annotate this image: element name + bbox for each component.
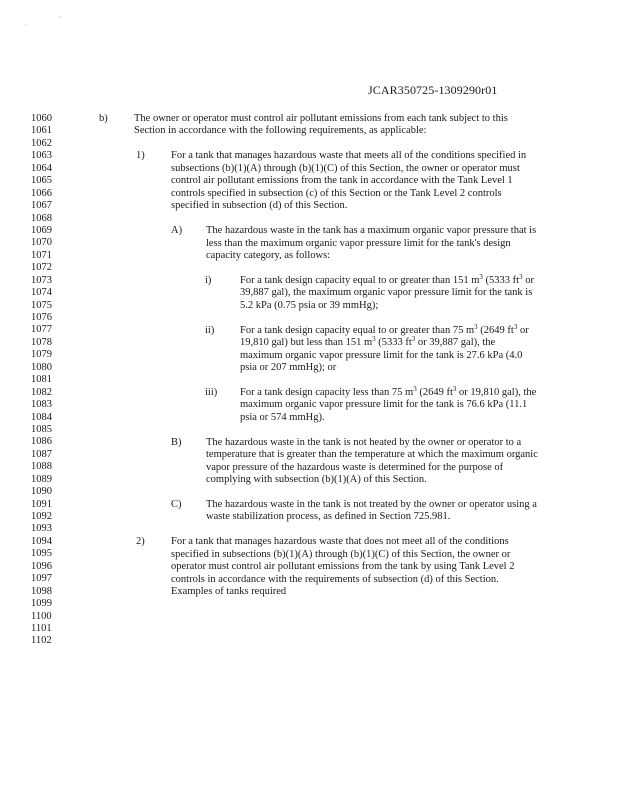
- line-number: 1060: [31, 113, 52, 124]
- line-number: 1089: [31, 473, 52, 485]
- paragraph-label: 1): [136, 150, 145, 162]
- scan-speck: ·: [24, 20, 28, 31]
- line-number: 1098: [31, 585, 52, 597]
- line-number: 1071: [31, 249, 52, 261]
- line-number: 1080: [31, 361, 52, 373]
- line-number: 1100: [31, 610, 52, 622]
- paragraph-label: A): [171, 225, 183, 237]
- paragraph-B: [171, 437, 539, 487]
- line-number: 1067: [31, 200, 52, 212]
- text-run: For a tank that manages hazardous waste that does not meet all of the conditions specified in subsections (b)(1)(A) through (b)(1)(C) of this Section, the owner or operator must control air pollutant emissions from the tank by using Tank Level 2 controls in accordance with the requirements of subsection (d) of this Section. Examples of tanks required: [171, 536, 515, 598]
- line-number: 1086: [31, 436, 52, 448]
- text-run: or 39,887 gal), the maximum organic vapor pressure limit for the tank is 27.6 kPa (4.0 psia or 207 mmHg); or: [240, 337, 523, 373]
- line-number: 1092: [31, 511, 52, 522]
- superscript: 3: [372, 335, 376, 344]
- line-number: 1082: [31, 386, 52, 398]
- paragraph-text: [171, 536, 539, 598]
- paragraph-C: [171, 499, 539, 524]
- line-number: 1097: [31, 573, 52, 585]
- paragraph-text: [240, 384, 539, 424]
- text-run: (2649 ft: [416, 386, 453, 398]
- line-number: 1070: [31, 237, 52, 249]
- text-run: The hazardous waste in the tank has a maximum organic vapor pressure that is less than the maximum organic vapor pressure limit for the tank's design capacity category, as follows:: [206, 225, 537, 261]
- paragraph-text: [206, 225, 539, 262]
- text-run: or 19,810 gal), the maximum organic vapor pressure limit for the tank is 76.6 kPa (11.1 psia or 574 mmHg).: [240, 386, 537, 423]
- line-number: 1074: [31, 287, 52, 299]
- paragraph-text: [134, 113, 539, 138]
- paragraph-text: [240, 322, 539, 375]
- line-number: 1085: [31, 423, 52, 435]
- line-number: 1076: [31, 312, 52, 323]
- line-number: 1063: [31, 150, 52, 162]
- line-number: 1066: [31, 187, 52, 199]
- superscript: 3: [479, 272, 483, 281]
- superscript: 3: [413, 384, 417, 393]
- line-number: 1083: [31, 399, 52, 411]
- line-number: 1087: [31, 448, 52, 460]
- text-run: (2649 ft: [477, 324, 514, 336]
- line-number: 1102: [31, 635, 52, 647]
- line-number: 1094: [31, 535, 52, 547]
- paragraph-label: iii): [205, 386, 218, 398]
- paragraph-2: [136, 536, 539, 598]
- paragraph-A: [171, 225, 539, 262]
- text-run: The owner or operator must control air pollutant emissions from each tank subject to this Section in accordance with the following requirements, as applicable:: [134, 113, 508, 137]
- line-number: 1093: [31, 523, 52, 535]
- text-run: For a tank design capacity equal to or greater than 75 m: [240, 324, 475, 336]
- paragraph-text: [206, 437, 539, 487]
- line-number: 1064: [31, 162, 52, 174]
- paragraph-i: [205, 272, 539, 312]
- paragraph-text: [240, 272, 539, 312]
- superscript: 3: [513, 322, 518, 331]
- line-number: 1090: [31, 486, 52, 498]
- paragraph-label: ii): [205, 324, 215, 336]
- scan-speck: -: [58, 12, 62, 23]
- paragraph-label: i): [205, 274, 212, 286]
- line-number: 1088: [31, 461, 52, 473]
- line-number: 1101: [31, 622, 52, 634]
- line-number: 1065: [31, 175, 52, 187]
- superscript: 3: [474, 322, 478, 331]
- text-run: For a tank design capacity equal to or greater than 151 m: [240, 274, 480, 286]
- paragraph-text: [206, 499, 539, 524]
- paragraph-label: b): [99, 113, 108, 124]
- paragraph-label: B): [171, 436, 182, 448]
- paragraph-ii: [205, 322, 539, 375]
- line-number: 1077: [31, 324, 52, 336]
- text-run: (5333 ft: [482, 274, 520, 286]
- text-run: or 19,810 gal) but less than 151 m: [240, 324, 529, 349]
- superscript: 3: [452, 384, 457, 393]
- line-number-column: [31, 113, 67, 648]
- text-run: For a tank that manages hazardous waste that meets all of the conditions specified in subsections (b)(1)(A) through (b)(1)(C) of this Section, the owner or operator must control air pollutant emissions from the tank in accordance with the Tank Level 1 controls specified in subsection (c) of this Section or the Tank Level 2 controls specified in subsection (d) of this Section.: [171, 150, 527, 212]
- superscript: 3: [411, 335, 416, 344]
- paragraph-label: 2): [136, 536, 145, 548]
- line-number: 1062: [31, 137, 52, 149]
- line-number: 1091: [31, 498, 52, 510]
- line-number: 1068: [31, 212, 52, 224]
- paragraph-b: [99, 113, 539, 138]
- superscript: 3: [519, 272, 523, 281]
- paragraph-text: [171, 150, 539, 212]
- text-run: For a tank design capacity less than 75 m: [240, 386, 414, 398]
- line-number: 1084: [31, 411, 52, 423]
- paragraph-iii: [205, 384, 539, 424]
- line-number: 1079: [31, 349, 52, 361]
- line-number: 1081: [31, 374, 52, 386]
- document-body: [99, 113, 539, 611]
- line-number: 1069: [31, 224, 52, 236]
- paragraph-1: [136, 150, 539, 212]
- line-number: 1073: [31, 274, 52, 286]
- text-run: The hazardous waste in the tank is not heated by the owner or operator to a temperature that is greater than the temperature at which the maximum organic vapor pressure of the hazardous waste is determined for the purpose of complying with subsection (b)(1)(A) of this Section.: [206, 436, 538, 486]
- line-number: 1099: [31, 598, 52, 610]
- text-run: or 39,887 gal), the maximum organic vapor pressure limit for the tank is 5.2 kPa (0.75 psia or 39 mmHg);: [240, 274, 534, 311]
- line-number: 1061: [31, 125, 52, 137]
- paragraph-label: C): [171, 498, 182, 510]
- document-id: JCAR350725-1309290r01: [368, 83, 498, 97]
- line-number: 1075: [31, 299, 52, 311]
- text-run: (5333 ft: [375, 337, 412, 349]
- text-run: The hazardous waste in the tank is not treated by the owner or operator using a waste stabilization process, as defined in Section 725.981.: [206, 498, 537, 523]
- line-number: 1095: [31, 548, 52, 560]
- line-number: 1072: [31, 262, 52, 274]
- line-number: 1096: [31, 560, 52, 572]
- line-number: 1078: [31, 336, 52, 348]
